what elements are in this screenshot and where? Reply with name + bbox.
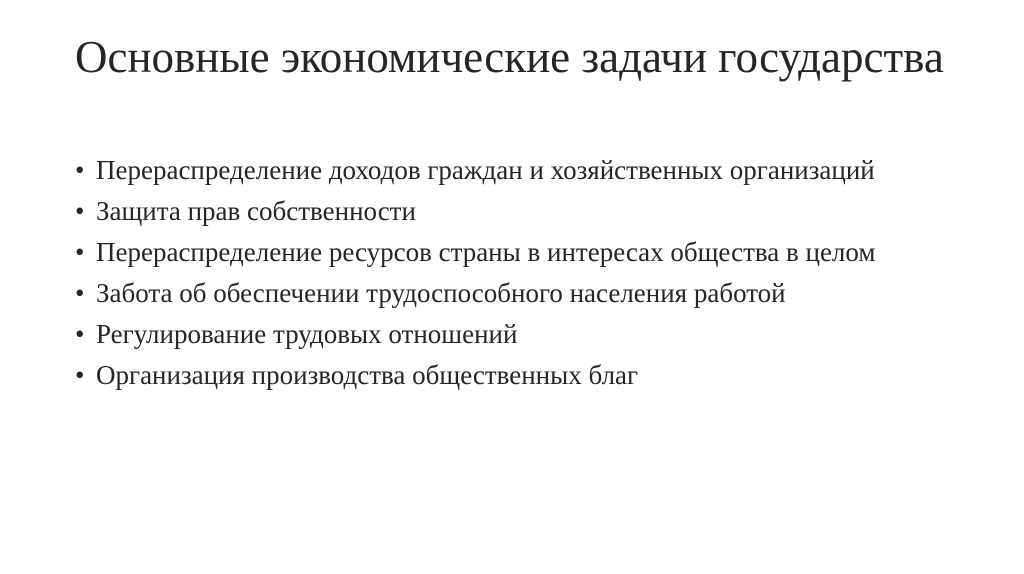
list-item-text: Забота об обеспечении трудоспособного населения работой [96, 278, 786, 308]
list-item [75, 360, 955, 391]
list-item-text: Организация производства общественных благ [96, 360, 639, 390]
bullet-icon: • [75, 237, 85, 267]
list-item [75, 237, 955, 268]
list-item [75, 155, 955, 186]
list-item [75, 278, 955, 309]
bullet-icon: • [75, 360, 85, 390]
list-item-text: Защита прав собственности [96, 196, 416, 226]
bullet-icon: • [75, 196, 85, 226]
bullet-icon: • [75, 319, 85, 349]
list-item-text: Перераспределение ресурсов страны в интересах общества в целом [96, 237, 876, 267]
bullet-icon: • [75, 155, 85, 185]
slide-title: Основные экономические задачи государства [75, 32, 944, 82]
list-item [75, 319, 955, 350]
bullet-icon: • [75, 278, 85, 308]
list-item [75, 196, 955, 227]
list-item-text: Перераспределение доходов граждан и хозяйственных организаций [96, 155, 875, 185]
list-item-text: Регулирование трудовых отношений [96, 319, 518, 349]
bullet-list [75, 155, 955, 401]
